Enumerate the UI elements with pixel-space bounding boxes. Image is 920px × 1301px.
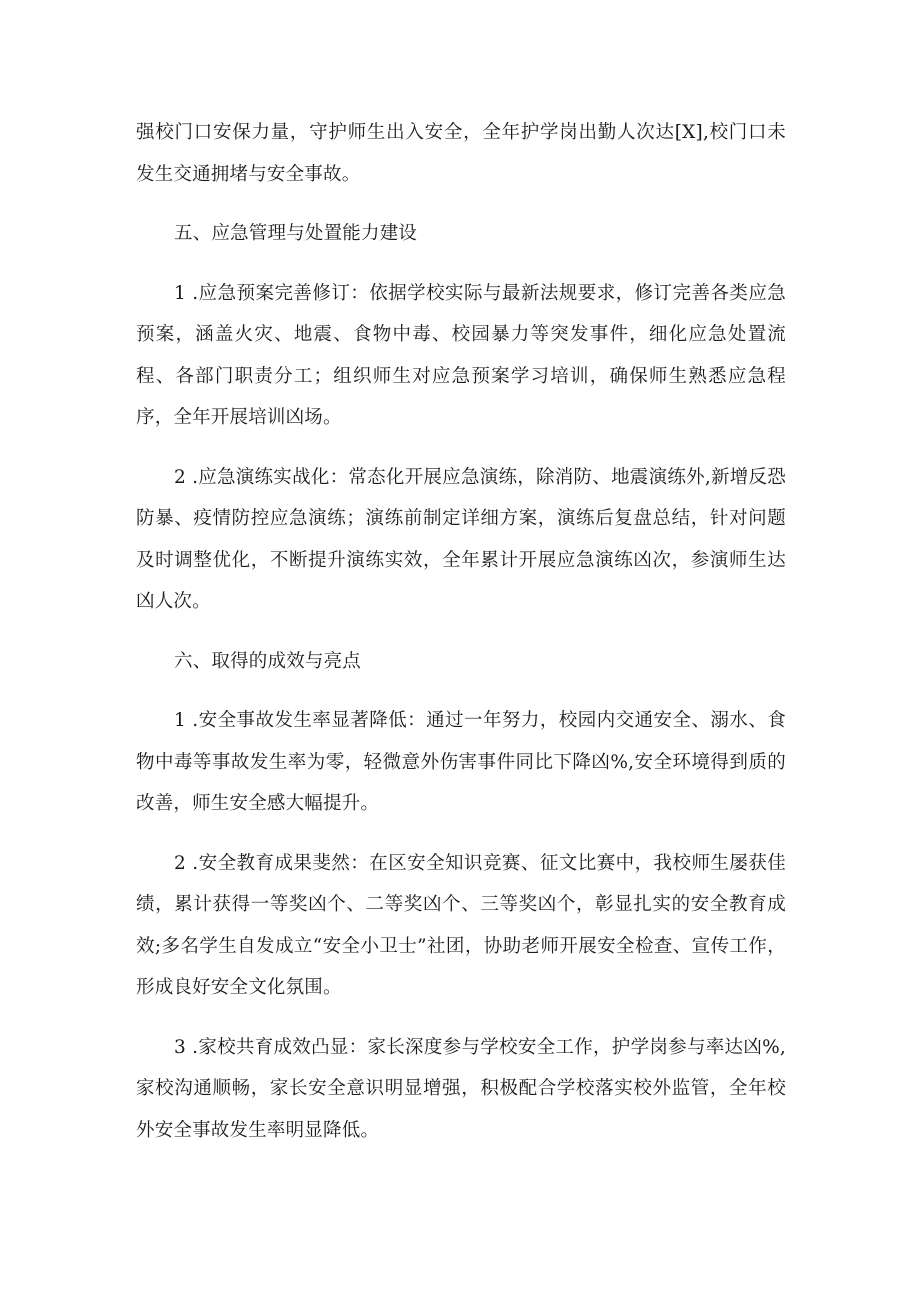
paragraph-education-results: 2 .安全教育成果斐然：在区安全知识竞赛、征文比赛中，我校师生屡获佳绩，累计获得一等奖凶个、二等奖凶个、三等奖凶个，彰显扎实的安全教育成效;多名学生自发成立“安全小卫士”社团，协助老师开展安全检查、宣传工作，形成良好安全文化氛围。	[136, 852, 786, 998]
paragraph-continuation: 强校门口安保力量，守护师生出入安全，全年护学岗出勤人次达[X],校门口未发生交通拥堵与安全事故。	[136, 122, 786, 185]
section-heading-achievements: 六、取得的成效与亮点	[174, 650, 362, 672]
paragraph-emergency-plan: 1 .应急预案完善修订：依据学校实际与最新法规要求，修订完善各类应急预案，涵盖火灾、地震、食物中毒、校园暴力等突发事件，细化应急处置流程、各部门职责分工；组织师生对应急预案学习培训，确保师生熟悉应急程序，全年开展培训凶场。	[136, 282, 786, 428]
paragraph-home-school: 3 .家校共育成效凸显：家长深度参与学校安全工作，护学岗参与率达凶%,家校沟通顺畅，家长安全意识明显增强，积极配合学校落实校外监管，全年校外安全事故发生率明显降低。	[136, 1036, 786, 1141]
section-heading-emergency: 五、应急管理与处置能力建设	[174, 223, 418, 244]
document-page	[136, 112, 786, 1151]
paragraph-accident-rate: 1 .安全事故发生率显著降低：通过一年努力，校园内交通安全、溺水、食物中毒等事故发生率为零，轻微意外伤害事件同比下降凶%,安全环境得到质的改善，师生安全感大幅提升。	[136, 710, 786, 814]
paragraph-emergency-drill: 2 .应急演练实战化：常态化开展应急演练，除消防、地震演练外,新增反恐防暴、疫情防控应急演练；演练前制定详细方案，演练后复盘总结，针对问题及时调整优化，不断提升演练实效，全年累计开展应急演练凶次，参演师生达凶人次。	[136, 466, 786, 612]
